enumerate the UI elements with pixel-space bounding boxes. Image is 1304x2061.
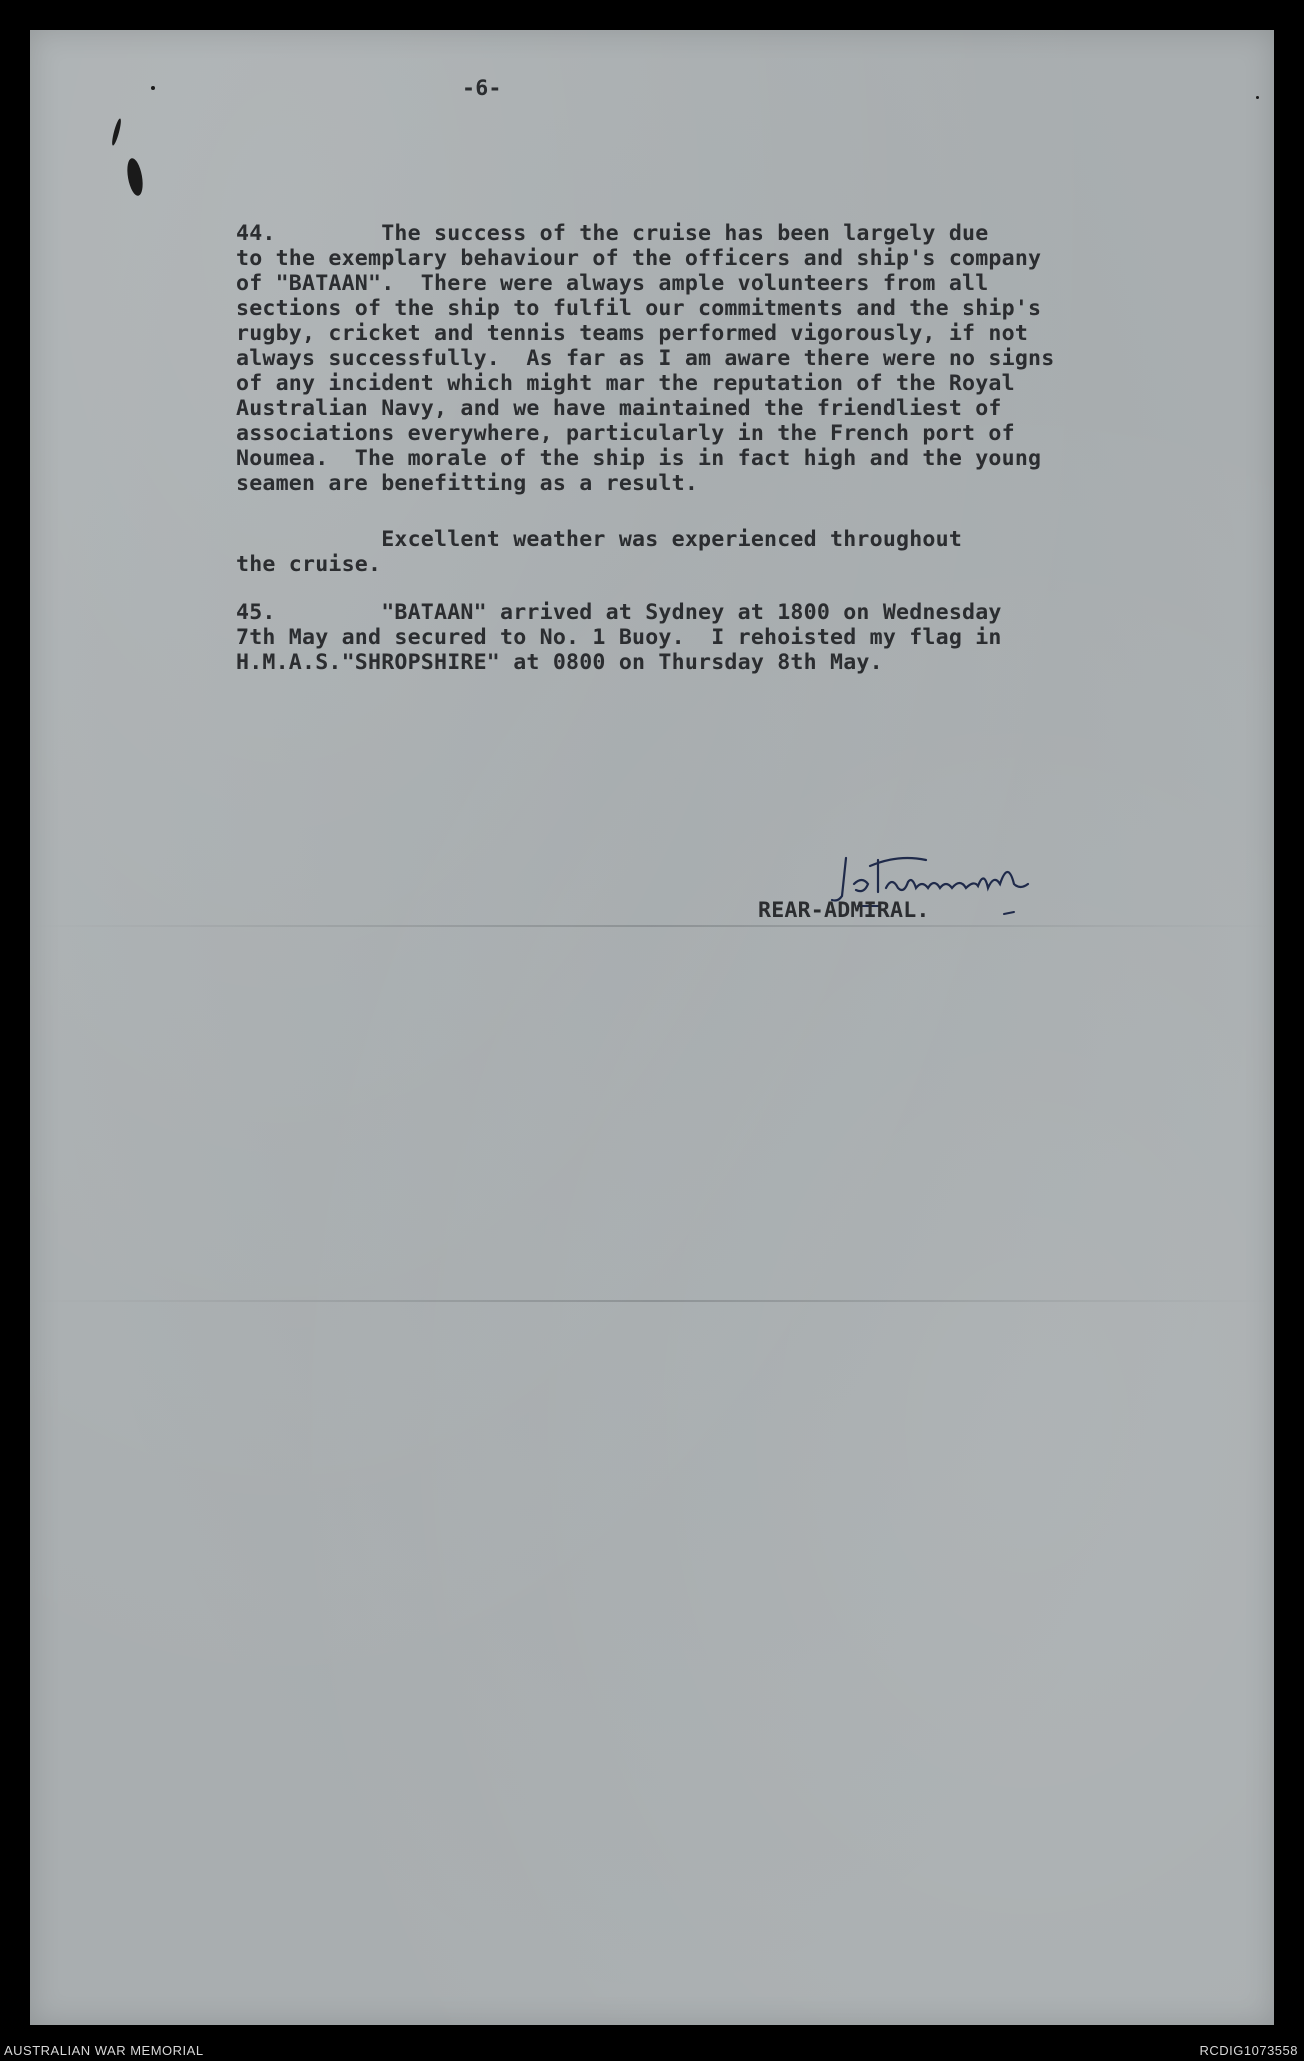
ink-dot [1256, 96, 1259, 99]
text-line: sections of the ship to fulfil our commitments and the ship's [236, 296, 1042, 321]
ink-dot [151, 86, 155, 90]
page-number: -6- [462, 76, 502, 101]
paragraph-44 [236, 221, 1054, 496]
signatory-title: REAR-ADMIRAL. [758, 898, 930, 923]
ink-mark [110, 118, 122, 146]
text-line: 45. "BATAAN" arrived at Sydney at 1800 on Wednesday [236, 600, 1002, 625]
text-line: 44. The success of the cruise has been largely due [236, 221, 989, 246]
ink-blot [125, 157, 145, 197]
text-line: Australian Navy, and we have maintained the friendliest of [236, 396, 1002, 421]
archive-label: AUSTRALIAN WAR MEMORIAL [4, 2043, 204, 2058]
text-line: associations everywhere, particularly in the French port of [236, 421, 1015, 446]
text-line: always successfully. As far as I am aware there were no signs [236, 346, 1055, 371]
paragraph-weather [236, 527, 962, 577]
text-line: to the exemplary behaviour of the officers and ship's company [236, 246, 1042, 271]
text-line: Excellent weather was experienced throughout [236, 527, 963, 552]
text-line: 7th May and secured to No. 1 Buoy. I rehoisted my flag in [236, 625, 1002, 650]
text-line: seamen are benefitting as a result. [236, 471, 699, 496]
text-line: of any incident which might mar the reputation of the Royal [236, 371, 1015, 396]
paper-fold [30, 1300, 1274, 1302]
paper-fold [30, 925, 1274, 927]
text-line: rugby, cricket and tennis teams performed vigorously, if not [236, 321, 1029, 346]
archive-reference: RCDIG1073558 [1199, 2043, 1298, 2058]
text-line: of "BATAAN". There were always ample volunteers from all [236, 271, 989, 296]
text-line: H.M.A.S."SHROPSHIRE" at 0800 on Thursday 8th May. [236, 650, 883, 675]
text-line: the cruise. [236, 552, 382, 577]
text-line: Noumea. The morale of the ship is in fact high and the young [236, 446, 1042, 471]
paragraph-45 [236, 600, 1002, 675]
